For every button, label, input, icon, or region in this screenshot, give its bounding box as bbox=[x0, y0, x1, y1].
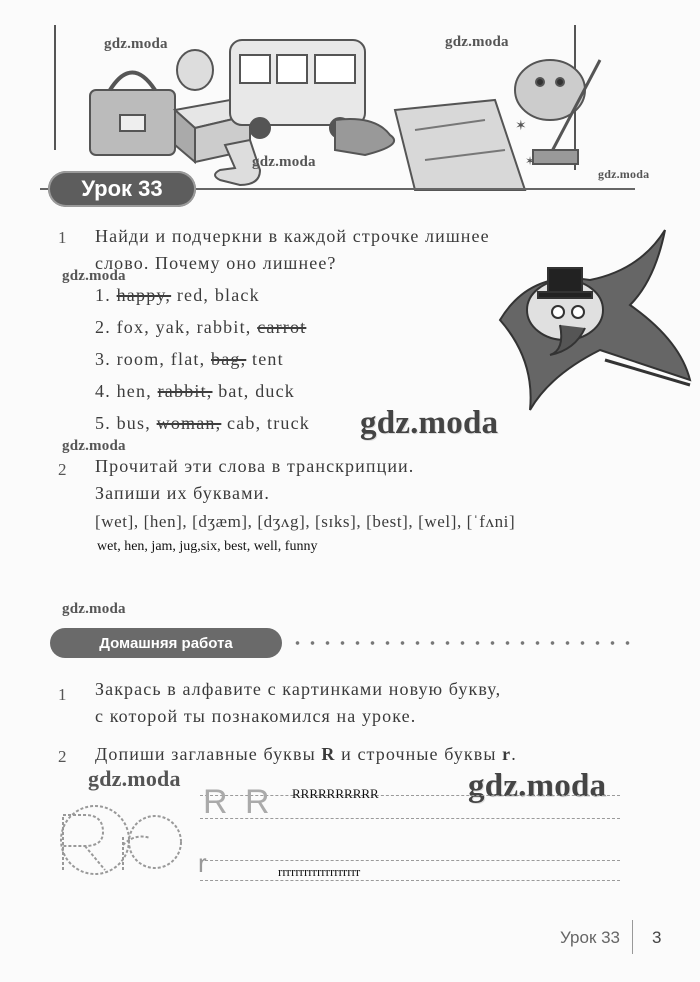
watermark: gdz.moda bbox=[104, 36, 168, 52]
list-item-number: 2. bbox=[95, 317, 111, 337]
writing-rule bbox=[200, 880, 620, 881]
task-text bbox=[95, 453, 414, 507]
dotted-divider bbox=[290, 640, 630, 646]
list-item-text: room, flat, bbox=[116, 349, 211, 369]
task-text-line: Прочитай эти слова в транскрипции. bbox=[95, 456, 415, 476]
struck-word: bag, bbox=[211, 349, 247, 369]
bird-illustration bbox=[490, 210, 695, 415]
homework-badge: Домашняя работа bbox=[50, 628, 282, 658]
sample-upper-letters: R R bbox=[203, 783, 274, 821]
task-text-part: Допиши заглавные буквы bbox=[95, 744, 322, 764]
list-item-number: 5. bbox=[95, 413, 111, 433]
svg-text:✶: ✶ bbox=[515, 119, 527, 134]
watermark: gdz.moda bbox=[360, 405, 499, 441]
sample-lower-letter: r bbox=[198, 848, 207, 878]
task-text bbox=[95, 741, 517, 768]
task-text-line: с которой ты познакомился на уроке. bbox=[95, 706, 417, 726]
task-text-line: Запиши их буквами. bbox=[95, 483, 270, 503]
task-text-line: Найди и подчеркни в каждой строчке лишнее bbox=[95, 226, 490, 246]
task-text bbox=[95, 676, 501, 730]
list-item bbox=[95, 413, 310, 434]
handwritten-lower-answer: rrrrrrrrrrrrrrrrrrr bbox=[278, 864, 361, 879]
footer-lesson: Урок 33 bbox=[560, 928, 621, 947]
task-text-line: Закрась в алфавите с картинками новую букву, bbox=[95, 679, 502, 699]
watermark: gdz.moda bbox=[468, 768, 607, 804]
struck-word: woman, bbox=[156, 413, 222, 433]
list-item-text: hen, bbox=[116, 381, 158, 401]
list-item bbox=[95, 349, 284, 370]
struck-word: happy, bbox=[116, 285, 172, 305]
watermark: gdz.moda bbox=[598, 167, 650, 181]
list-item-text: red, black bbox=[171, 285, 260, 305]
list-item-text: bat, duck bbox=[212, 381, 295, 401]
writing-rule bbox=[200, 860, 620, 861]
list-item-number: 3. bbox=[95, 349, 111, 369]
task-text-part: и строчные буквы bbox=[335, 744, 503, 764]
task-number: 1 bbox=[58, 685, 67, 704]
task-number: 1 bbox=[58, 228, 67, 247]
watermark: gdz.moda bbox=[445, 34, 509, 50]
task-number: 2 bbox=[58, 747, 67, 766]
list-item-text: bus, bbox=[116, 413, 157, 433]
watermark: gdz.moda bbox=[88, 766, 181, 791]
struck-word: carrot bbox=[257, 317, 307, 337]
page-number: 3 bbox=[652, 928, 662, 947]
list-item-number: 1. bbox=[95, 285, 111, 305]
list-item bbox=[95, 381, 295, 402]
handwritten-answer: wet, hen, jam, jug,six, best, well, funny bbox=[97, 539, 318, 554]
watermark: gdz.moda bbox=[62, 601, 126, 617]
watermark: gdz.moda bbox=[62, 438, 126, 454]
transcription-line: [wet], [hen], [dʒæm], [dʒʌg], [sɪks], [best], [wel], [ˈfʌni] bbox=[95, 512, 516, 531]
task-text bbox=[95, 223, 490, 277]
list-item bbox=[95, 317, 306, 338]
letter-lower: r bbox=[502, 744, 512, 764]
letter-upper: R bbox=[321, 744, 336, 764]
task-number: 2 bbox=[58, 460, 67, 479]
struck-word: rabbit, bbox=[157, 381, 213, 401]
list-item-text: fox, yak, rabbit, bbox=[116, 317, 258, 337]
svg-text:✶: ✶ bbox=[525, 154, 536, 168]
list-item-text: tent bbox=[246, 349, 284, 369]
list-item-text: cab, truck bbox=[221, 413, 310, 433]
list-item-number: 4. bbox=[95, 381, 111, 401]
task-text-part: . bbox=[511, 744, 517, 764]
handwritten-upper-answer: RRRRRRRRRR bbox=[292, 786, 379, 801]
list-item bbox=[95, 285, 260, 306]
watermark: gdz.moda bbox=[252, 154, 316, 170]
task-text-line: слово. Почему оно лишнее? bbox=[95, 253, 337, 273]
footer-divider bbox=[632, 920, 633, 954]
lesson-title-badge: Урок 33 bbox=[48, 171, 196, 207]
letter-r-illustration bbox=[55, 800, 185, 875]
watermark: gdz.moda bbox=[62, 268, 126, 284]
